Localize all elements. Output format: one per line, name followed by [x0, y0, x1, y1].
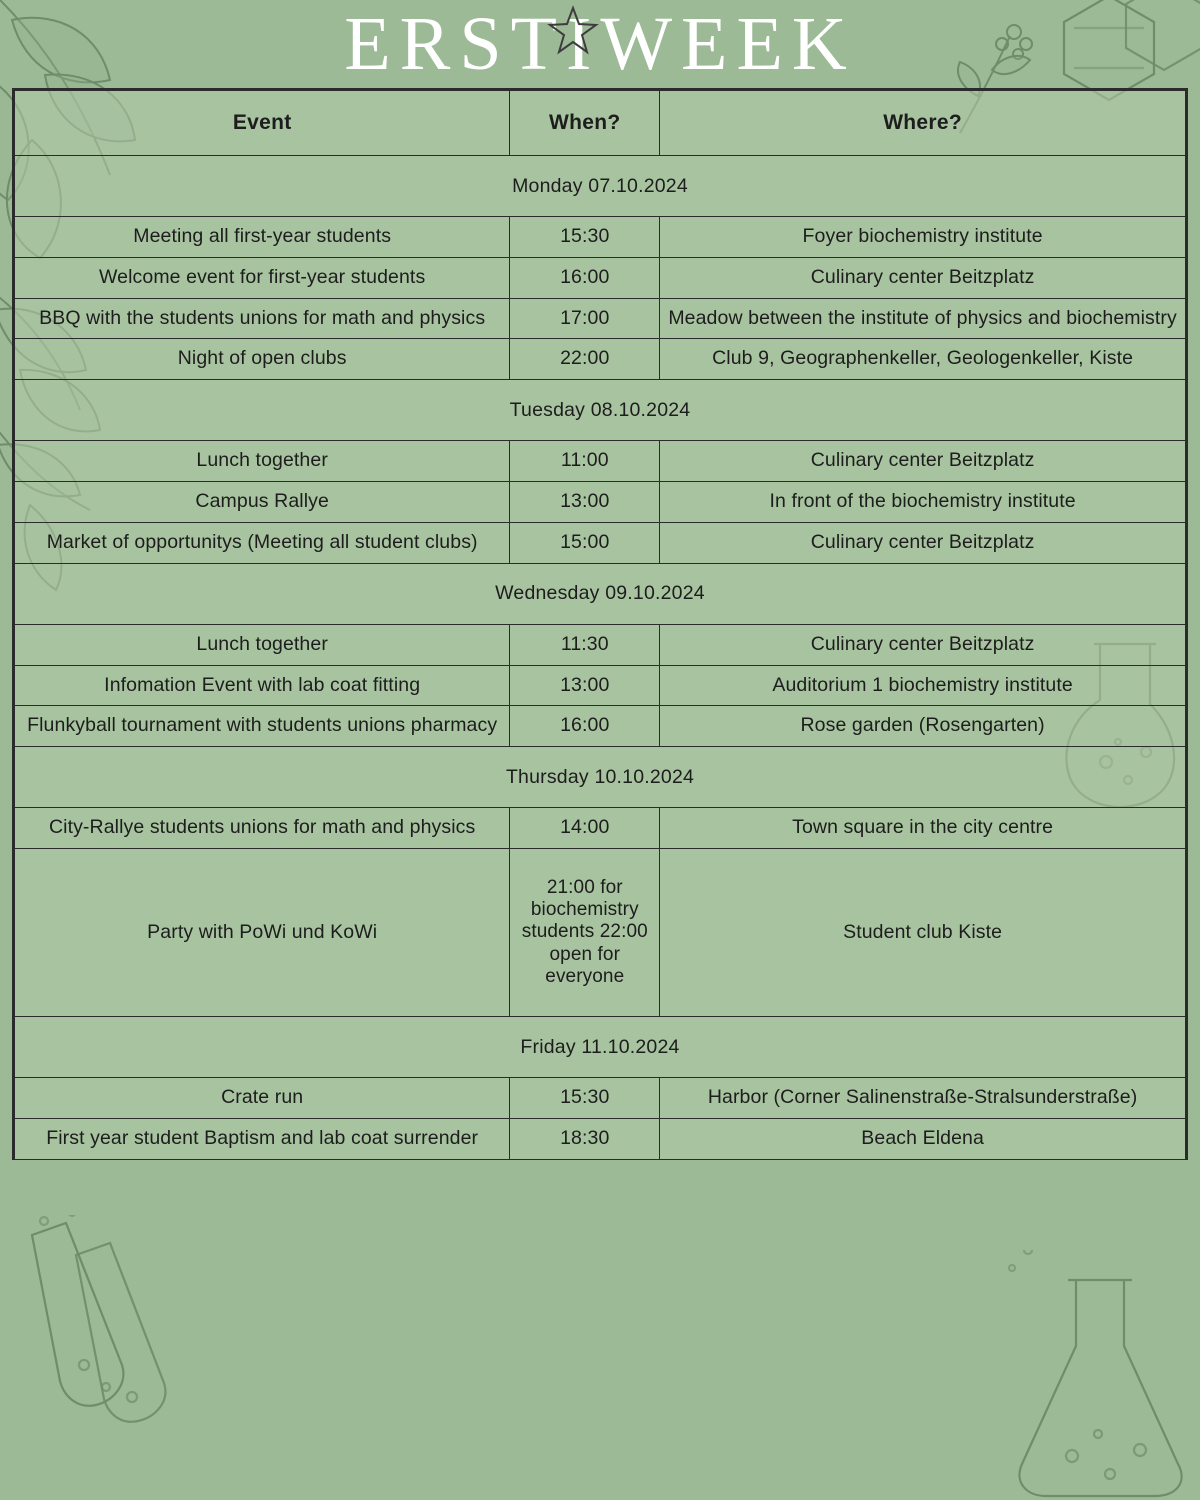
event-location: Auditorium 1 biochemistry institute: [660, 665, 1186, 706]
event-name: Lunch together: [15, 624, 510, 665]
column-header-where: Where?: [660, 91, 1186, 156]
event-location: Culinary center Beitzplatz: [660, 441, 1186, 482]
day-label: Tuesday 08.10.2024: [15, 380, 1186, 441]
event-time: 11:00: [510, 441, 660, 482]
column-header-event: Event: [15, 91, 510, 156]
table-row: [15, 257, 1186, 298]
day-header-row: [15, 380, 1186, 441]
event-location: Beach Eldena: [660, 1118, 1186, 1159]
event-name: Night of open clubs: [15, 339, 510, 380]
event-name: First year student Baptism and lab coat surrender: [15, 1118, 510, 1159]
table-row: [15, 808, 1186, 849]
event-location: Culinary center Beitzplatz: [660, 522, 1186, 563]
event-time: 15:30: [510, 217, 660, 258]
event-name: Welcome event for first-year students: [15, 257, 510, 298]
day-label: Friday 11.10.2024: [15, 1017, 1186, 1078]
event-name: City-Rallye students unions for math and physics: [15, 808, 510, 849]
table-row: [15, 522, 1186, 563]
page-title-text: ERSTIWEEK: [344, 2, 856, 86]
event-name: BBQ with the students unions for math and physics: [15, 298, 510, 339]
table-row: [15, 624, 1186, 665]
page-title: [0, 0, 1200, 88]
test-tubes-icon: [14, 1215, 174, 1445]
event-name: Campus Rallye: [15, 482, 510, 523]
table-row: [15, 441, 1186, 482]
event-name: Party with PoWi und KoWi: [15, 849, 510, 1017]
event-time: 15:00: [510, 522, 660, 563]
star-icon: [546, 4, 600, 63]
event-name: Flunkyball tournament with students unions pharmacy: [15, 706, 510, 747]
event-location: Culinary center Beitzplatz: [660, 624, 1186, 665]
column-header-when: When?: [510, 91, 660, 156]
table-row: [15, 298, 1186, 339]
event-name: Infomation Event with lab coat fitting: [15, 665, 510, 706]
event-location: Culinary center Beitzplatz: [660, 257, 1186, 298]
event-location: Foyer biochemistry institute: [660, 217, 1186, 258]
day-header-row: [15, 1017, 1186, 1078]
event-name: Lunch together: [15, 441, 510, 482]
event-location: Meadow between the institute of physics and biochemistry: [660, 298, 1186, 339]
event-time: 15:30: [510, 1078, 660, 1119]
day-label: Wednesday 09.10.2024: [15, 563, 1186, 624]
table-header-row: [15, 91, 1186, 156]
event-time: 14:00: [510, 808, 660, 849]
event-time: 16:00: [510, 706, 660, 747]
event-time: 18:30: [510, 1118, 660, 1159]
event-time: 17:00: [510, 298, 660, 339]
day-header-row: [15, 747, 1186, 808]
table-row: [15, 665, 1186, 706]
table-row: [15, 217, 1186, 258]
event-location: In front of the biochemistry institute: [660, 482, 1186, 523]
table-row: [15, 482, 1186, 523]
event-name: Crate run: [15, 1078, 510, 1119]
event-location: Rose garden (Rosengarten): [660, 706, 1186, 747]
schedule-table-container: [12, 88, 1188, 1160]
table-row: [15, 1078, 1186, 1119]
event-time: 22:00: [510, 339, 660, 380]
event-time: 13:00: [510, 665, 660, 706]
event-location: Club 9, Geographenkeller, Geologenkeller, Kiste: [660, 339, 1186, 380]
event-name: Market of opportunitys (Meeting all student clubs): [15, 522, 510, 563]
event-name: Meeting all first-year students: [15, 217, 510, 258]
event-location: Town square in the city centre: [660, 808, 1186, 849]
event-time: 11:30: [510, 624, 660, 665]
day-header-row: [15, 156, 1186, 217]
event-time: 16:00: [510, 257, 660, 298]
day-header-row: [15, 563, 1186, 624]
table-row: [15, 1118, 1186, 1159]
table-row: [15, 706, 1186, 747]
day-label: Thursday 10.10.2024: [15, 747, 1186, 808]
event-location: Student club Kiste: [660, 849, 1186, 1017]
erlenmeyer-flask-icon: [1006, 1250, 1196, 1500]
event-location: Harbor (Corner Salinenstraße-Stralsunderstraße): [660, 1078, 1186, 1119]
event-time: 21:00 for biochemistry students 22:00 open for everyone: [510, 849, 660, 1017]
table-row: [15, 339, 1186, 380]
schedule-table: [14, 90, 1186, 1160]
day-label: Monday 07.10.2024: [15, 156, 1186, 217]
table-row: [15, 849, 1186, 1017]
event-time: 13:00: [510, 482, 660, 523]
